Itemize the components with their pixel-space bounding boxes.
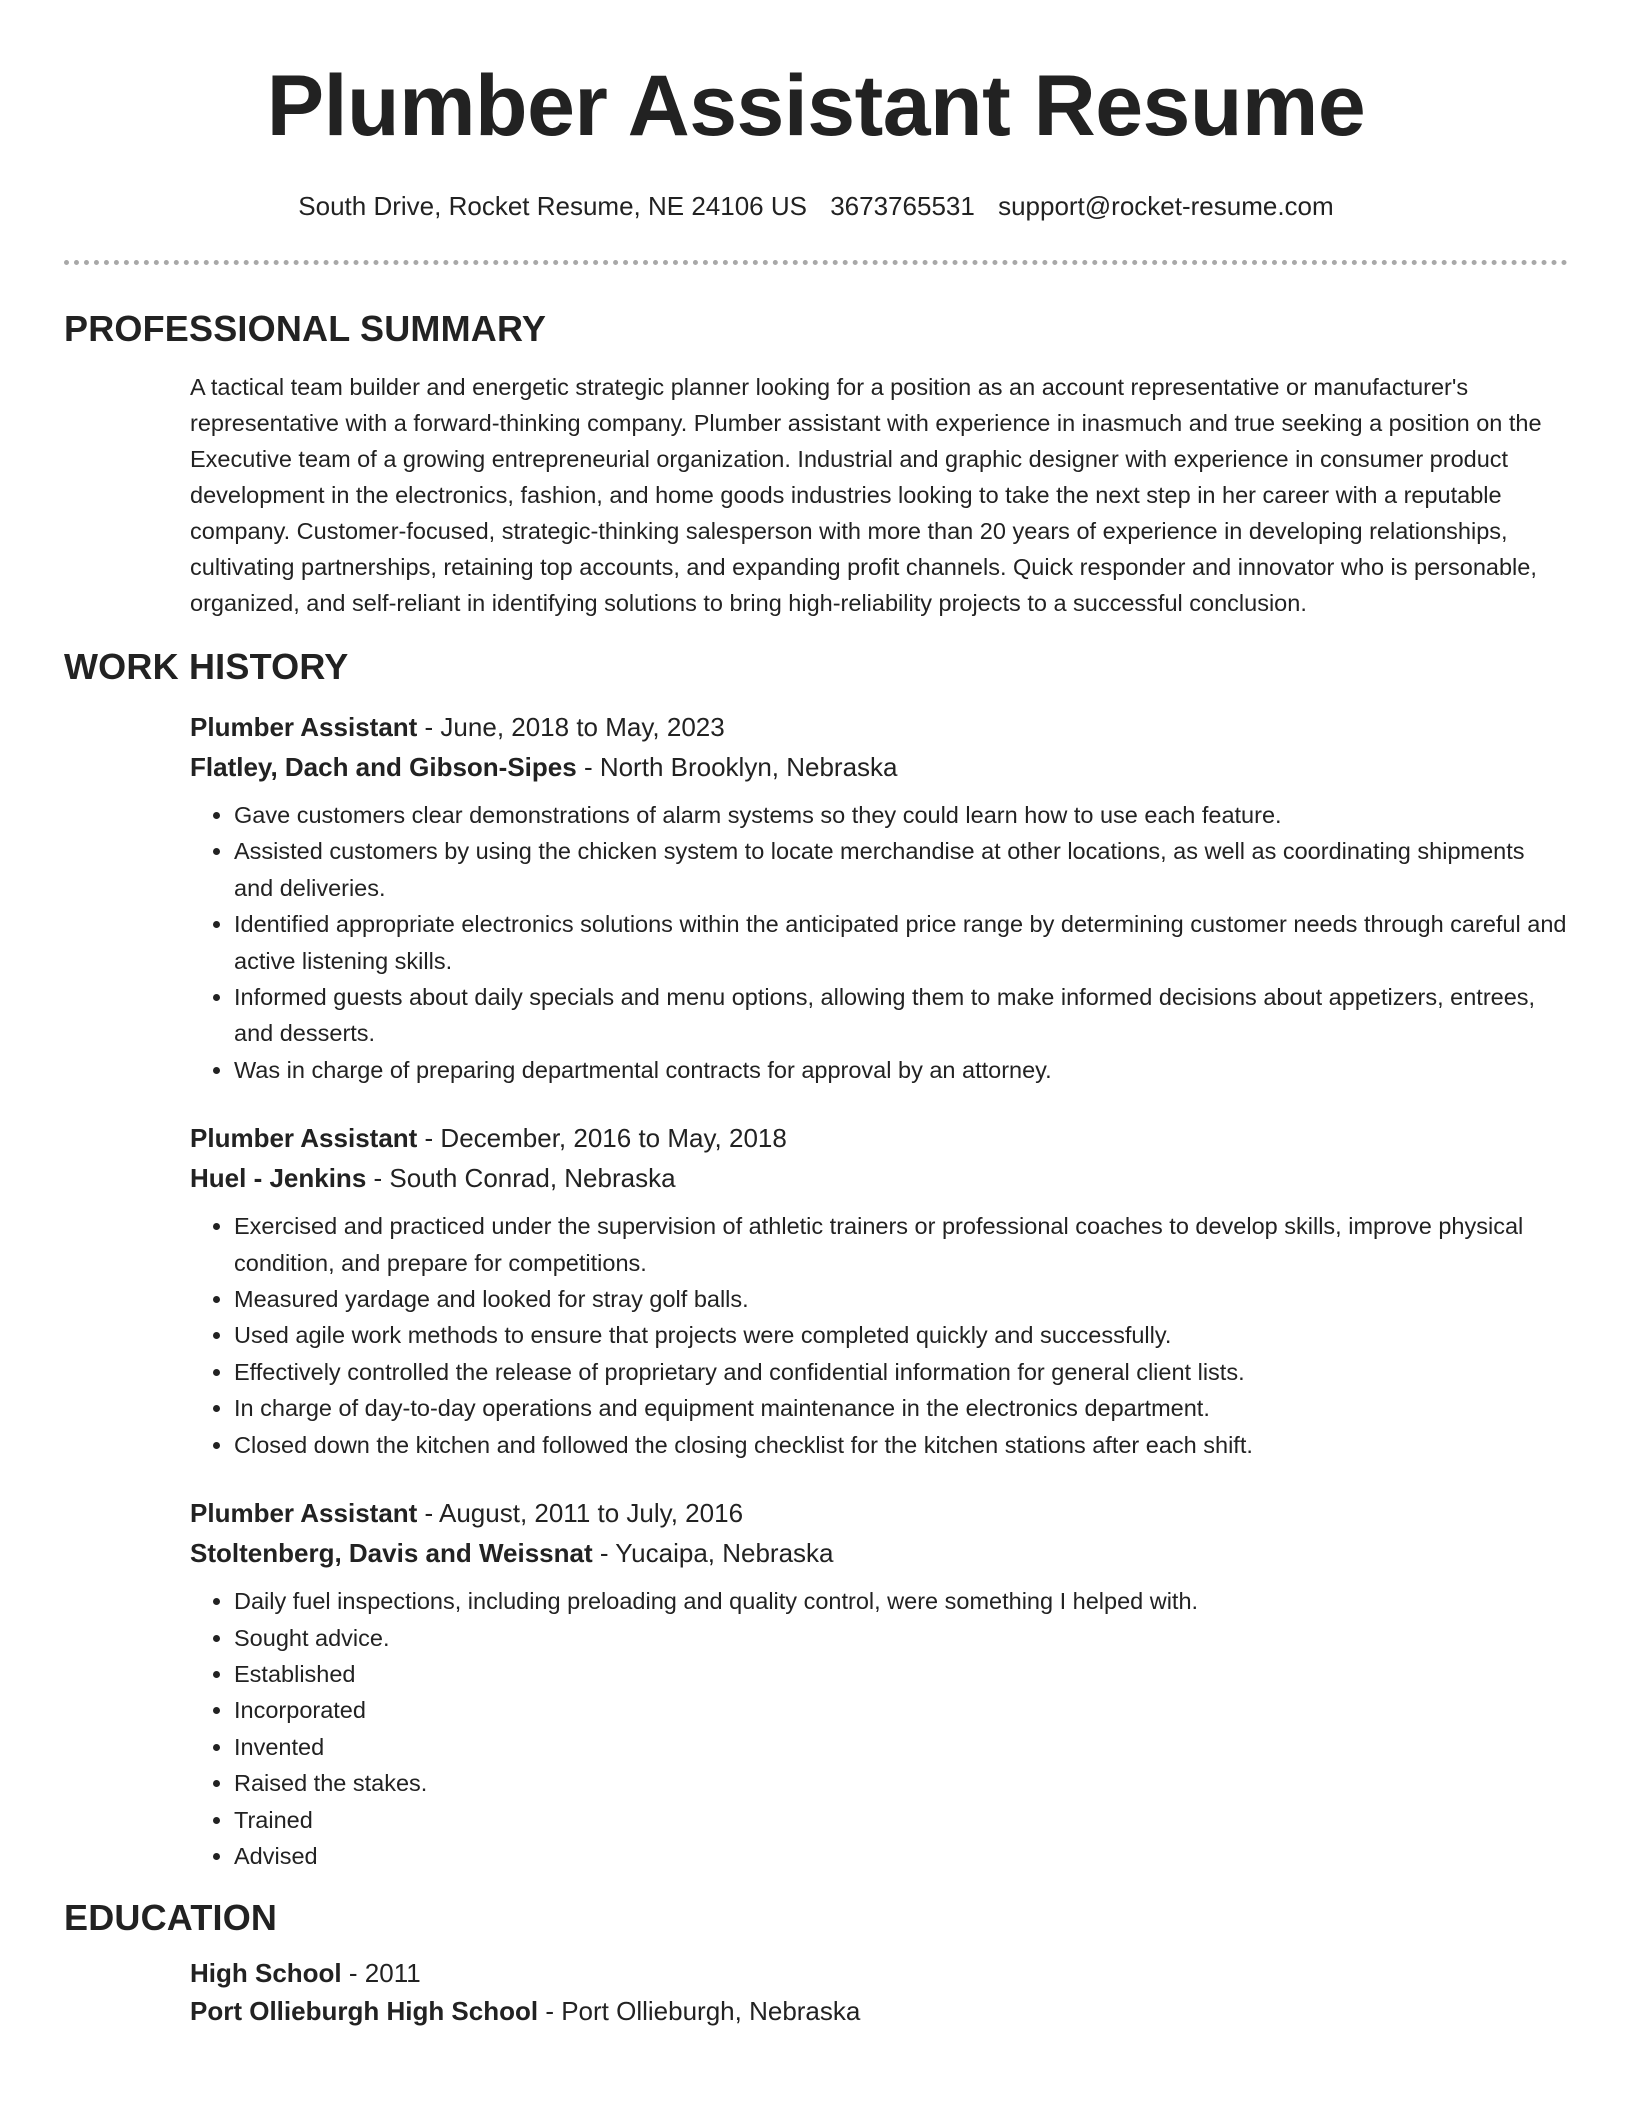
job-location: - North Brooklyn, Nebraska [576,752,898,782]
job-bullet: • Closed down the kitchen and followed the closing checklist for the kitchen stations after each shift. [234,1427,1568,1463]
job-bullet: • Informed guests about daily specials and menu options, allowing them to make informed decisions about appetizers, entrees, and desserts. [234,979,1568,1052]
job-bullet: • Advised [234,1838,1568,1874]
job-bullet: • Sought advice. [234,1620,1568,1656]
job-dates: - August, 2011 to July, 2016 [417,1498,744,1529]
job-bullets [190,1208,1568,1463]
job-title: Plumber Assistant [190,1123,418,1154]
job-bullet: • Daily fuel inspections, including preloading and quality control, were something I helped with. [234,1583,1568,1619]
job-bullet: • In charge of day-to-day operations and equipment maintenance in the electronics department. [234,1390,1568,1426]
job-bullet: • Used agile work methods to ensure that projects were completed quickly and successfully. [234,1317,1568,1353]
contact-address: South Drive, Rocket Resume, NE 24106 US [298,191,807,221]
job-bullet: • Exercised and practiced under the supervision of athletic trainers or professional coaches to develop skills, improve physical condition, and prepare for competitions. [234,1208,1568,1281]
contact-email[interactable]: support@rocket-resume.com [998,191,1334,221]
job-company: Stoltenberg, Davis and Weissnat [190,1538,593,1569]
education-entry [190,1954,1568,2030]
job-entry [190,1493,1568,1874]
job-bullet: • Was in charge of preparing departmental contracts for approval by an attorney. [234,1052,1568,1088]
job-title: Plumber Assistant [190,1498,418,1529]
job-bullet: • Gave customers clear demonstrations of alarm systems so they could learn how to use each feature. [234,797,1568,833]
job-title-line [190,1118,1568,1158]
job-bullet: • Measured yardage and looked for stray golf balls. [234,1281,1568,1317]
section-heading-education: EDUCATION [64,1897,278,1939]
job-dates: - June, 2018 to May, 2023 [417,712,725,742]
job-location: - South Conrad, Nebraska [366,1163,676,1194]
job-company-line [190,1158,1568,1198]
job-title-line [190,1493,1568,1533]
job-bullet: • Effectively controlled the release of proprietary and confidential information for general client lists. [234,1354,1568,1390]
work-history-section [64,645,1568,1874]
education-school: Port Ollieburgh High School [190,1996,539,2027]
job-title: Plumber Assistant [190,712,418,742]
job-bullet: • Established [234,1656,1568,1692]
job-dates: - December, 2016 to May, 2018 [417,1123,787,1154]
job-bullet: • Invented [234,1729,1568,1765]
job-bullet: • Assisted customers by using the chicken system to locate merchandise at other locations, as well as coordinating shipments and deliveries. [234,833,1568,906]
summary-text: A tactical team builder and energetic strategic planner looking for a position as an account representative or manufacturer's representative with a forward-thinking company. Plumber assistant with experience in inasmuch and true seeking a position on the Executive team of a growing entrepreneurial organization. Industrial and graphic designer with experience in consumer product development in the electronics, fashion, and home goods industries looking to take the next step in her career with a reputable company. Customer-focused, strategic-thinking salesperson with more than 20 years of experience in developing relationships, cultivating partnerships, retaining top accounts, and expanding profit channels. Quick responder and innovator who is personable, organized, and self-reliant in identifying solutions to bring high-reliability projects to a successful conclusion. [190,374,1542,616]
section-heading-summary: PROFESSIONAL SUMMARY [64,308,547,349]
job-bullet: • Trained [234,1802,1568,1838]
section-heading-work: WORK HISTORY [64,646,349,687]
job-bullet: • Identified appropriate electronics solutions within the anticipated price range by determining customer needs through careful and active listening skills. [234,906,1568,979]
education-location: - Port Ollieburgh, Nebraska [538,1996,861,2027]
job-company-line [190,1533,1568,1573]
education-year: - 2011 [341,1958,421,1989]
job-company-line [190,747,1568,787]
contact-phone: 3673765531 [830,191,975,221]
education-school-line [190,1992,1568,2030]
education-degree-line [190,1954,1568,1992]
job-bullets [190,1583,1568,1874]
professional-summary-section [64,307,1568,621]
job-entry [190,707,1568,1088]
contact-line [64,190,1568,222]
education-degree: High School [190,1958,342,1989]
job-location: - Yucaipa, Nebraska [592,1538,834,1569]
job-title-line [190,707,1568,747]
job-bullet: • Incorporated [234,1692,1568,1728]
resume-title: Plumber Assistant Resume [266,58,1366,154]
header-divider [64,260,1568,265]
education-section [64,1896,1568,2030]
job-bullets [190,797,1568,1088]
job-entry [190,1118,1568,1463]
job-bullet: • Raised the stakes. [234,1765,1568,1801]
job-company: Huel - Jenkins [190,1163,367,1194]
job-company: Flatley, Dach and Gibson-Sipes [190,752,577,782]
resume-header [64,0,1568,222]
